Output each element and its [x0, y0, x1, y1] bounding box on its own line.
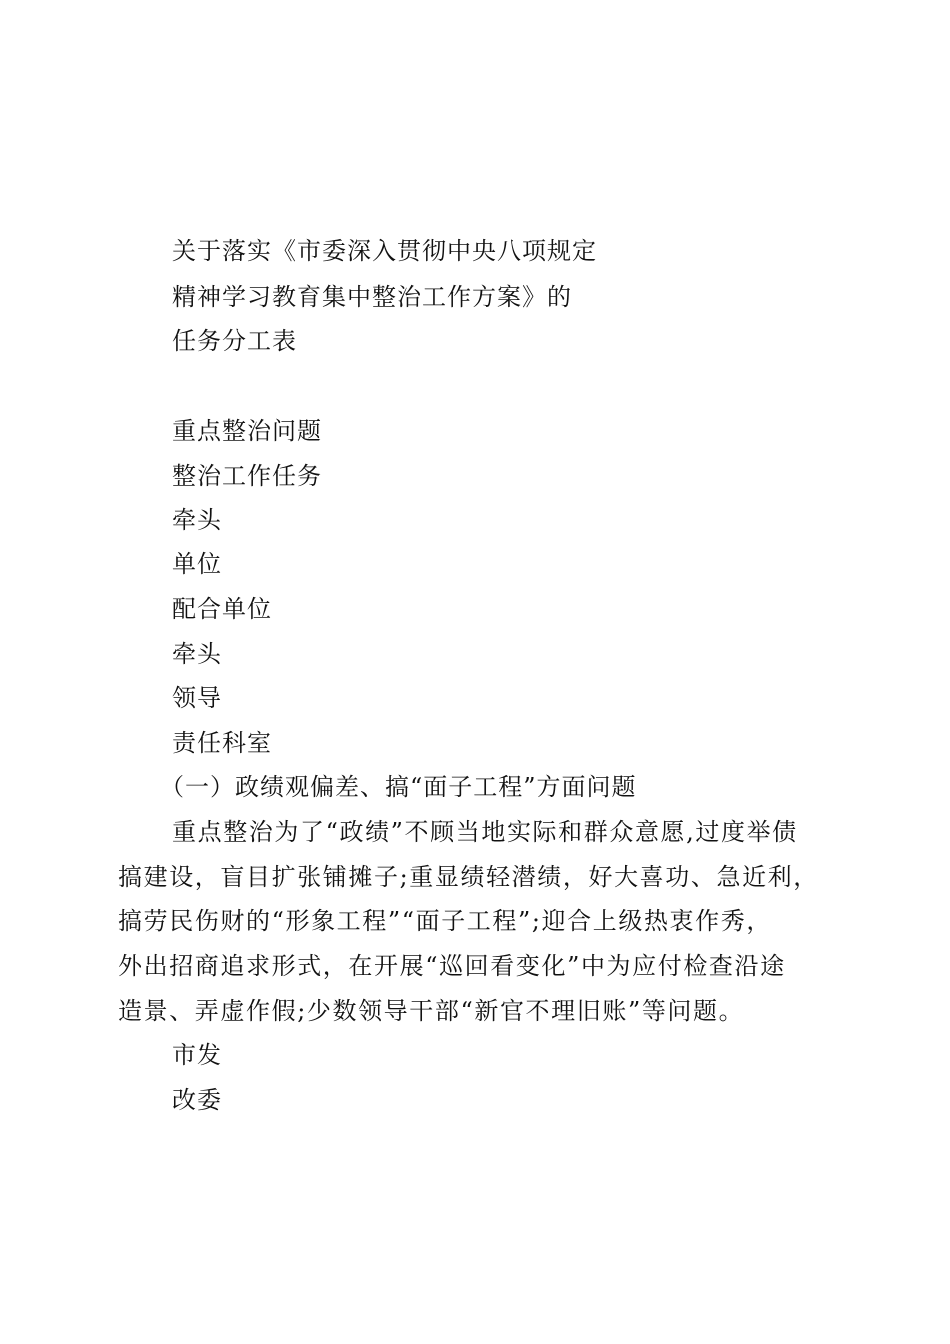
header-responsible-office: 责任科室: [172, 729, 272, 757]
header-lead: 牵头: [172, 506, 222, 534]
header-lead-2: 牵头: [172, 640, 222, 668]
header-coop-unit: 配合单位: [172, 595, 272, 623]
section-body-line-3: 搞劳民伤财的“形象工程”“面子工程”;迎合上级热衷作秀，: [118, 907, 772, 935]
lead-unit-line-2: 改委: [172, 1086, 222, 1114]
section-heading: （一）政绩观偏差、搞“面子工程”方面问题: [160, 773, 637, 801]
section-body-line-4: 外出招商追求形式，在开展“巡回看变化”中为应付检查沿途: [118, 952, 786, 980]
doc-title-line-3: 任务分工表: [172, 327, 297, 355]
section-body-line-1: 重点整治为了“政绩”不顾当地实际和群众意愿,过度举债: [172, 818, 798, 846]
doc-title-line-1: 关于落实《市委深入贯彻中央八项规定: [172, 237, 597, 265]
header-task: 整治工作任务: [172, 462, 322, 490]
doc-title-line-2: 精神学习教育集中整治工作方案》的: [172, 283, 572, 311]
header-leader: 领导: [172, 684, 222, 712]
lead-unit-line-1: 市发: [172, 1041, 222, 1069]
section-body-line-5: 造景、弄虚作假;少数领导干部“新官不理旧账”等问题。: [118, 997, 745, 1025]
section-body-line-2: 搞建设，盲目扩张铺摊子;重显绩轻潜绩，好大喜功、急近利，: [118, 863, 819, 891]
header-key-issue: 重点整治问题: [172, 417, 322, 445]
header-unit: 单位: [172, 550, 222, 578]
